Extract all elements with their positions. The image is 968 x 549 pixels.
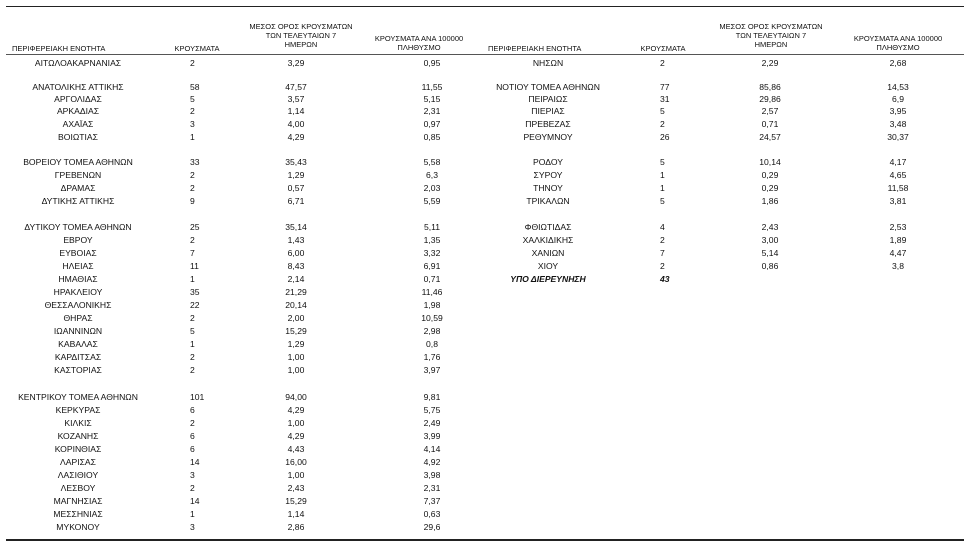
avg-cell: 2,00 — [287, 313, 305, 323]
avg-cell: 94,00 — [285, 392, 307, 402]
per-cell: 2,03 — [423, 183, 441, 193]
per-cell: 3,99 — [423, 431, 441, 441]
region-cell: ΚΕΡΚΥΡΑΣ — [55, 405, 101, 415]
per-cell: 5,15 — [423, 94, 441, 104]
avg-cell: 1,86 — [761, 196, 779, 206]
avg-cell: 3,29 — [287, 58, 305, 68]
per-cell: 3,95 — [889, 106, 907, 116]
header-avg-line1: ΜΕΣΟΣ ΟΡΟΣ ΚΡΟΥΣΜΑΤΩΝ — [249, 22, 353, 31]
header-cases-right: ΚΡΟΥΣΜΑΤΑ — [640, 44, 686, 53]
cases-cell: 1 — [660, 170, 665, 180]
header-region-right: ΠΕΡΙΦΕΡΕΙΑΚΗ ΕΝΟΤΗΤΑ — [488, 44, 582, 53]
avg-cell: 4,29 — [287, 132, 305, 142]
avg-cell: 1,00 — [287, 470, 305, 480]
region-cell: ΔΥΤΙΚΗΣ ΑΤΤΙΚΗΣ — [41, 196, 115, 206]
avg-cell: 1,00 — [287, 352, 305, 362]
region-cell: ΙΩΑΝΝΙΝΩΝ — [53, 326, 103, 336]
cases-cell: 5 — [660, 157, 665, 167]
cases-cell: 2 — [190, 183, 195, 193]
avg-cell: 1,14 — [287, 106, 305, 116]
bottom-rule — [6, 539, 964, 541]
region-cell: ΕΥΒΟΙΑΣ — [59, 248, 97, 258]
per-cell: 2,98 — [423, 326, 441, 336]
header-per-line2: ΠΛΗΘΥΣΜΟ — [397, 43, 441, 52]
avg-cell: 0,57 — [287, 183, 305, 193]
per-cell: 3,81 — [889, 196, 907, 206]
avg-cell: 1,14 — [287, 509, 305, 519]
cases-cell: 43 — [660, 274, 670, 284]
per-cell: 1,35 — [423, 235, 441, 245]
per-cell: 0,97 — [423, 119, 441, 129]
per-cell: 3,97 — [423, 365, 441, 375]
header-avg-line3: ΗΜΕΡΩΝ — [284, 40, 318, 49]
header-region-left: ΠΕΡΙΦΕΡΕΙΑΚΗ ΕΝΟΤΗΤΑ — [12, 44, 106, 53]
region-cell: ΑΝΑΤΟΛΙΚΗΣ ΑΤΤΙΚΗΣ — [32, 82, 124, 92]
region-cell: ΗΛΕΙΑΣ — [62, 261, 94, 271]
region-cell: ΛΑΣΙΘΙΟΥ — [57, 470, 99, 480]
cases-cell: 2 — [660, 261, 665, 271]
region-cell: ΓΡΕΒΕΝΩΝ — [54, 170, 102, 180]
cases-cell: 26 — [660, 132, 670, 142]
region-cell: ΕΒΡΟΥ — [63, 235, 93, 245]
cases-cell: 1 — [660, 183, 665, 193]
per-cell: 2,53 — [889, 222, 907, 232]
per-cell: 3,32 — [423, 248, 441, 258]
cases-cell: 3 — [190, 522, 195, 532]
avg-cell: 2,43 — [761, 222, 779, 232]
cases-cell: 6 — [190, 405, 195, 415]
per-cell: 5,59 — [423, 196, 441, 206]
per-cell: 4,92 — [423, 457, 441, 467]
header-avg-line2: ΤΩΝ ΤΕΛΕΥΤΑΙΩΝ 7 — [265, 31, 337, 40]
per-cell: 5,75 — [423, 405, 441, 415]
per-cell: 2,49 — [423, 418, 441, 428]
per-cell: 3,98 — [423, 470, 441, 480]
region-cell: ΡΕΘΥΜΝΟΥ — [523, 132, 573, 142]
avg-cell: 2,29 — [761, 58, 779, 68]
cases-cell: 22 — [190, 300, 200, 310]
cases-cell: 2 — [190, 313, 195, 323]
header-per-line1: ΚΡΟΥΣΜΑΤΑ ΑΝΑ 100000 — [374, 34, 464, 43]
per-cell: 3,8 — [892, 261, 904, 271]
region-cell: ΜΕΣΣΗΝΙΑΣ — [53, 509, 103, 519]
avg-cell: 10,14 — [759, 157, 781, 167]
avg-cell: 0,29 — [761, 170, 779, 180]
cases-cell: 6 — [190, 431, 195, 441]
cases-cell: 58 — [190, 82, 200, 92]
avg-cell: 15,29 — [285, 496, 307, 506]
header-avg-line1: ΜΕΣΟΣ ΟΡΟΣ ΚΡΟΥΣΜΑΤΩΝ — [719, 22, 823, 31]
per-cell: 11,55 — [421, 82, 443, 92]
cases-cell: 2 — [190, 365, 195, 375]
region-cell: ΠΕΙΡΑΙΩΣ — [528, 94, 568, 104]
cases-cell: 2 — [660, 235, 665, 245]
region-cell: ΛΑΡΙΣΑΣ — [60, 457, 96, 467]
header-avg-line2: ΤΩΝ ΤΕΛΕΥΤΑΙΩΝ 7 — [735, 31, 807, 40]
cases-cell: 3 — [190, 470, 195, 480]
region-cell: ΥΠΟ ΔΙΕΡΕΥΝΗΣΗ — [510, 274, 586, 284]
avg-cell: 6,71 — [287, 196, 305, 206]
avg-cell: 47,57 — [285, 82, 307, 92]
avg-cell: 0,71 — [761, 119, 779, 129]
per-cell: 6,91 — [423, 261, 441, 271]
cases-cell: 11 — [190, 261, 199, 271]
region-cell: ΗΡΑΚΛΕΙΟΥ — [53, 287, 103, 297]
per-cell: 5,11 — [423, 222, 441, 232]
region-cell: ΚΕΝΤΡΙΚΟΥ ΤΟΜΕΑ ΑΘΗΝΩΝ — [18, 392, 138, 402]
avg-cell: 15,29 — [285, 326, 307, 336]
region-cell: ΡΟΔΟΥ — [533, 157, 563, 167]
per-cell: 9,81 — [423, 392, 441, 402]
per-cell: 4,47 — [889, 248, 907, 258]
cases-cell: 14 — [190, 457, 200, 467]
per-cell: 7,37 — [423, 496, 441, 506]
cases-cell: 77 — [660, 82, 670, 92]
region-cell: ΑΙΤΩΛΟΑΚΑΡΝΑΝΙΑΣ — [34, 58, 122, 68]
region-cell: ΚΑΒΑΛΑΣ — [58, 339, 98, 349]
region-cell: ΧΑΛΚΙΔΙΚΗΣ — [522, 235, 574, 245]
per-cell: 0,71 — [423, 274, 441, 284]
per-cell: 0,85 — [423, 132, 441, 142]
per-cell: 4,14 — [423, 444, 441, 454]
region-cell: ΒΟΡΕΙΟΥ ΤΟΜΕΑ ΑΘΗΝΩΝ — [23, 157, 133, 167]
region-cell: ΑΡΚΑΔΙΑΣ — [56, 106, 100, 116]
avg-cell: 16,00 — [285, 457, 307, 467]
region-cell: ΠΙΕΡΙΑΣ — [531, 106, 565, 116]
region-cell: ΚΙΛΚΙΣ — [64, 418, 92, 428]
header-cases-left: ΚΡΟΥΣΜΑΤΑ — [174, 44, 220, 53]
region-cell: ΒΟΙΩΤΙΑΣ — [58, 132, 98, 142]
avg-cell: 20,14 — [285, 300, 307, 310]
region-cell: ΑΡΓΟΛΙΔΑΣ — [54, 94, 102, 104]
region-cell: ΔΡΑΜΑΣ — [60, 183, 96, 193]
avg-cell: 24,57 — [759, 132, 781, 142]
region-cell: ΚΑΣΤΟΡΙΑΣ — [54, 365, 102, 375]
avg-cell: 0,29 — [761, 183, 779, 193]
cases-cell: 2 — [190, 235, 195, 245]
cases-cell: 2 — [660, 119, 665, 129]
per-cell: 2,68 — [889, 58, 907, 68]
per-cell: 30,37 — [887, 132, 909, 142]
avg-cell: 2,86 — [287, 522, 305, 532]
region-cell: ΚΟΡΙΝΘΙΑΣ — [54, 444, 102, 454]
avg-cell: 1,43 — [287, 235, 305, 245]
per-cell: 2,31 — [423, 483, 441, 493]
per-cell: 0,63 — [423, 509, 441, 519]
avg-cell: 2,43 — [287, 483, 305, 493]
region-cell: ΚΟΖΑΝΗΣ — [57, 431, 99, 441]
region-cell: ΠΡΕΒΕΖΑΣ — [525, 119, 571, 129]
cases-cell: 1 — [190, 339, 195, 349]
per-cell: 14,53 — [887, 82, 909, 92]
per-cell: 1,98 — [423, 300, 441, 310]
header-per-left — [364, 34, 474, 52]
region-cell: ΤΗΝΟΥ — [533, 183, 563, 193]
region-cell: ΦΘΙΩΤΙΔΑΣ — [524, 222, 572, 232]
per-cell: 10,59 — [421, 313, 443, 323]
region-cell: ΤΡΙΚΑΛΩΝ — [526, 196, 570, 206]
region-cell: ΧΑΝΙΩΝ — [531, 248, 565, 258]
per-cell: 6,3 — [426, 170, 438, 180]
cases-cell: 25 — [190, 222, 200, 232]
header-avg-right — [716, 22, 826, 49]
per-cell: 1,76 — [423, 352, 441, 362]
avg-cell: 1,29 — [287, 170, 305, 180]
avg-cell: 3,00 — [761, 235, 779, 245]
header-avg-line3: ΗΜΕΡΩΝ — [754, 40, 788, 49]
avg-cell: 0,86 — [761, 261, 779, 271]
avg-cell: 29,86 — [759, 94, 781, 104]
avg-cell: 3,57 — [287, 94, 305, 104]
avg-cell: 6,00 — [287, 248, 305, 258]
avg-cell: 2,57 — [761, 106, 779, 116]
per-cell: 6,9 — [892, 94, 904, 104]
avg-cell: 1,00 — [287, 418, 305, 428]
cases-cell: 5 — [660, 106, 665, 116]
region-cell: ΔΥΤΙΚΟΥ ΤΟΜΕΑ ΑΘΗΝΩΝ — [24, 222, 132, 232]
region-cell: ΛΕΣΒΟΥ — [60, 483, 96, 493]
avg-cell: 35,43 — [285, 157, 307, 167]
header-per-line1: ΚΡΟΥΣΜΑΤΑ ΑΝΑ 100000 — [853, 34, 943, 43]
region-cell: ΚΑΡΔΙΤΣΑΣ — [54, 352, 102, 362]
avg-cell: 4,29 — [287, 431, 305, 441]
cases-cell: 1 — [190, 132, 195, 142]
avg-cell: 2,14 — [287, 274, 305, 284]
per-cell: 0,95 — [423, 58, 441, 68]
region-cell: ΑΧΑΪΑΣ — [62, 119, 94, 129]
avg-cell: 35,14 — [285, 222, 307, 232]
region-cell: ΧΙΟΥ — [537, 261, 559, 271]
cases-cell: 2 — [190, 170, 195, 180]
region-cell: ΝΗΣΩΝ — [532, 58, 564, 68]
avg-cell: 5,14 — [761, 248, 779, 258]
per-cell: 11,58 — [887, 183, 909, 193]
cases-cell: 2 — [190, 58, 195, 68]
per-cell: 29,6 — [423, 522, 441, 532]
avg-cell: 21,29 — [285, 287, 307, 297]
cases-cell: 33 — [190, 157, 200, 167]
avg-cell: 4,29 — [287, 405, 305, 415]
per-cell: 2,31 — [423, 106, 441, 116]
cases-cell: 1 — [190, 274, 195, 284]
cases-cell: 2 — [190, 352, 195, 362]
cases-cell: 14 — [190, 496, 200, 506]
avg-cell: 4,00 — [287, 119, 305, 129]
region-cell: ΘΕΣΣΑΛΟΝΙΚΗΣ — [44, 300, 112, 310]
per-cell: 3,48 — [889, 119, 907, 129]
per-cell: 0,8 — [426, 339, 438, 349]
cases-cell: 35 — [190, 287, 200, 297]
cases-cell: 4 — [660, 222, 665, 232]
avg-cell: 1,00 — [287, 365, 305, 375]
cases-cell: 2 — [190, 106, 195, 116]
header-rule — [6, 54, 964, 55]
cases-cell: 3 — [190, 119, 195, 129]
avg-cell: 4,43 — [287, 444, 305, 454]
region-cell: ΗΜΑΘΙΑΣ — [58, 274, 98, 284]
cases-cell: 1 — [190, 509, 195, 519]
avg-cell: 1,29 — [287, 339, 305, 349]
per-cell: 1,89 — [889, 235, 907, 245]
region-cell: ΜΥΚΟΝΟΥ — [56, 522, 100, 532]
cases-cell: 7 — [190, 248, 195, 258]
region-cell: ΘΗΡΑΣ — [63, 313, 93, 323]
cases-cell: 2 — [660, 58, 665, 68]
header-avg-left — [246, 22, 356, 49]
cases-cell: 5 — [660, 196, 665, 206]
avg-cell: 85,86 — [759, 82, 781, 92]
region-cell: ΣΥΡΟΥ — [533, 170, 563, 180]
cases-cell: 5 — [190, 326, 195, 336]
per-cell: 4,65 — [889, 170, 907, 180]
header-per-line2: ΠΛΗΘΥΣΜΟ — [876, 43, 920, 52]
cases-cell: 101 — [190, 392, 205, 402]
cases-cell: 31 — [660, 94, 670, 104]
per-cell: 11,46 — [421, 287, 443, 297]
region-cell: ΝΟΤΙΟΥ ΤΟΜΕΑ ΑΘΗΝΩΝ — [496, 82, 600, 92]
cases-cell: 7 — [660, 248, 665, 258]
per-cell: 5,58 — [423, 157, 441, 167]
region-cell: ΜΑΓΝΗΣΙΑΣ — [53, 496, 103, 506]
per-cell: 4,17 — [889, 157, 907, 167]
cases-cell: 6 — [190, 444, 195, 454]
top-rule — [6, 6, 964, 7]
cases-cell: 9 — [190, 196, 195, 206]
cases-cell: 5 — [190, 94, 195, 104]
avg-cell: 8,43 — [287, 261, 305, 271]
header-per-right — [838, 34, 958, 52]
cases-cell: 2 — [190, 418, 195, 428]
cases-cell: 2 — [190, 483, 195, 493]
